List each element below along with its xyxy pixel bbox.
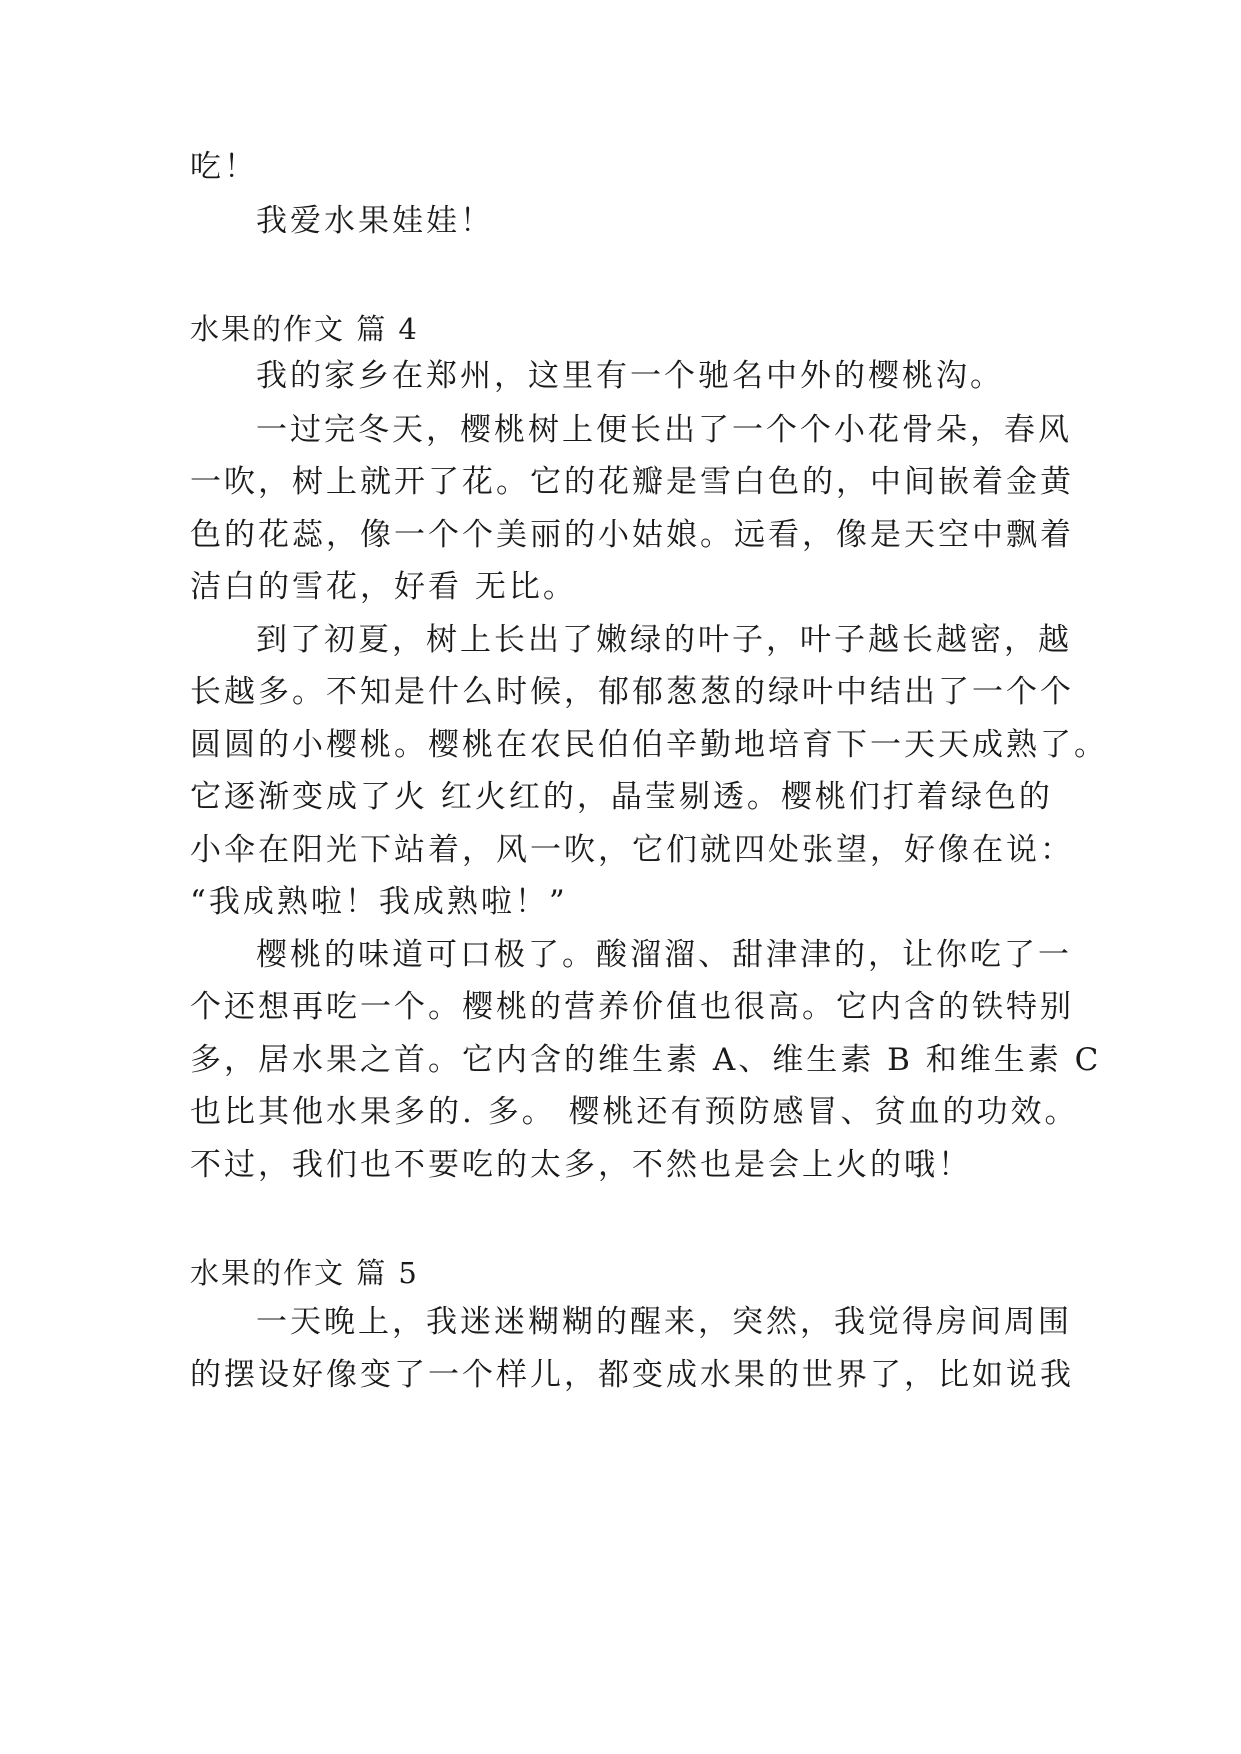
- text-line: 洁白的雪花，好看 无比。: [190, 569, 577, 605]
- text-line: 不过，我们也不要吃的太多，不然也是会上火的哦！: [190, 1147, 972, 1183]
- text-line: 一过完冬天，樱桃树上便长出了一个个小花骨朵，春风: [256, 412, 1072, 448]
- text-line: 吃！: [190, 149, 258, 185]
- text-line: 的摆设好像变了一个样儿，都变成水果的世界了，比如说我: [190, 1357, 1074, 1393]
- text-line: 樱桃的味道可口极了。酸溜溜、甜津津的，让你吃了一: [256, 937, 1072, 973]
- text-line: 我爱水果娃娃！: [256, 203, 494, 239]
- text-line: 个还想再吃一个。樱桃的营养价值也很高。它内含的铁特别: [190, 989, 1074, 1025]
- text-line: 到了初夏，树上长出了嫩绿的叶子，叶子越长越密，越: [256, 622, 1072, 658]
- text-line: 它逐渐变成了火 红火红的，晶莹剔透。樱桃们打着绿色的: [190, 779, 1053, 815]
- text-line: 一吹，树上就开了花。它的花瓣是雪白色的，中间嵌着金黄: [190, 464, 1074, 500]
- text-line: “我成熟啦！我成熟啦！”: [190, 884, 568, 920]
- text-line: 我的家乡在郑州，这里有一个驰名中外的樱桃沟。: [256, 358, 1004, 394]
- text-line: 也比其他水果多的. 多。 樱桃还有预防感冒、贫血的功效。: [190, 1094, 1079, 1130]
- text-line: 圆圆的小樱桃。樱桃在农民伯伯辛勤地培育下一天天成熟了。: [190, 727, 1108, 763]
- text-line: 多，居水果之首。它内含的维生素 A、维生素 B 和维生素 C: [190, 1042, 1102, 1078]
- text-line: 小伞在阳光下站着，风一吹，它们就四处张望，好像在说：: [190, 832, 1074, 868]
- text-line: 色的花蕊，像一个个美丽的小姑娘。远看，像是天空中飘着: [190, 517, 1074, 553]
- section-heading-4: 水果的作文 篇 4: [190, 312, 419, 346]
- text-line: 一天晚上，我迷迷糊糊的醒来，突然，我觉得房间周围: [256, 1304, 1072, 1340]
- text-line: 长越多。不知是什么时候，郁郁葱葱的绿叶中结出了一个个: [190, 674, 1074, 710]
- section-heading-5: 水果的作文 篇 5: [190, 1256, 419, 1290]
